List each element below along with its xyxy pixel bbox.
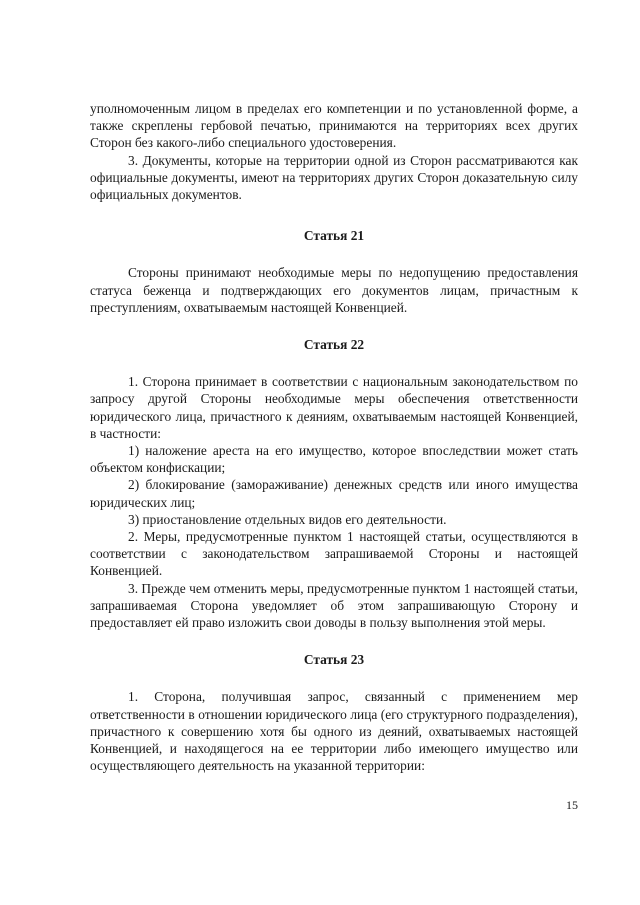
article-22-paragraph-2: 2. Меры, предусмотренные пунктом 1 настоящей статьи, осуществляются в соответствии с законодательством запрашиваемой Стороны и настоящей Конвенцией. [90,529,578,579]
article-22-paragraph-1: 1. Сторона принимает в соответствии с национальным законодательством по запросу другой Стороны необходимые меры обеспечения ответственности юридического лица, причастного к деяниям, охватываемым настоящей Конвенцией, в частности: [90,374,578,441]
article-21-paragraph: Стороны принимают необходимые меры по недопущению предоставления статуса беженца и подтверждающих его документов лицам, причастным к преступлениям, охватываемым настоящей Конвенцией. [90,265,578,315]
paragraph-3: 3. Документы, которые на территории одной из Сторон рассматриваются как официальные документы, имеют на территориях других Сторон доказательную силу официальных документов. [90,152,578,203]
article-22-item-3: 3) приостановление отдельных видов его деятельности. [128,511,447,527]
article-21-heading: Статья 21 [303,228,365,244]
article-23-paragraph-1: 1. Сторона, получившая запрос, связанный с применением мер ответственности в отношении юридического лица (его структурного подразделения), причастного к совершению хотя бы одного из деяний, охватываемых настоящей Конвенцией, и находящегося на ее территории либо имеющего имущество или осуществляющего деятельность на указанной территории: [90,689,578,774]
continuation-paragraph: уполномоченным лицом в пределах его компетенции и по установленной форме, а также скреплены гербовой печатью, принимаются на территориях всех других Сторон без какого-либо специального удостоверения. [90,101,578,151]
article-22-paragraph-3: 3. Прежде чем отменить меры, предусмотренные пунктом 1 настоящей статьи, запрашиваемая Сторона уведомляет об этом запрашивающую Сторону и предоставляет ей право изложить свои доводы в пользу выполнения этой меры. [90,580,578,631]
article-22-item-2: 2) блокирование (замораживание) денежных средств или иного имущества юридических лиц; [90,477,578,510]
page-number: 15 [566,798,578,812]
article-22-item-1: 1) наложение ареста на его имущество, которое впоследствии может стать объектом конфискации; [90,443,578,476]
article-23-heading: Статья 23 [303,652,365,668]
article-22-heading: Статья 22 [303,337,365,353]
